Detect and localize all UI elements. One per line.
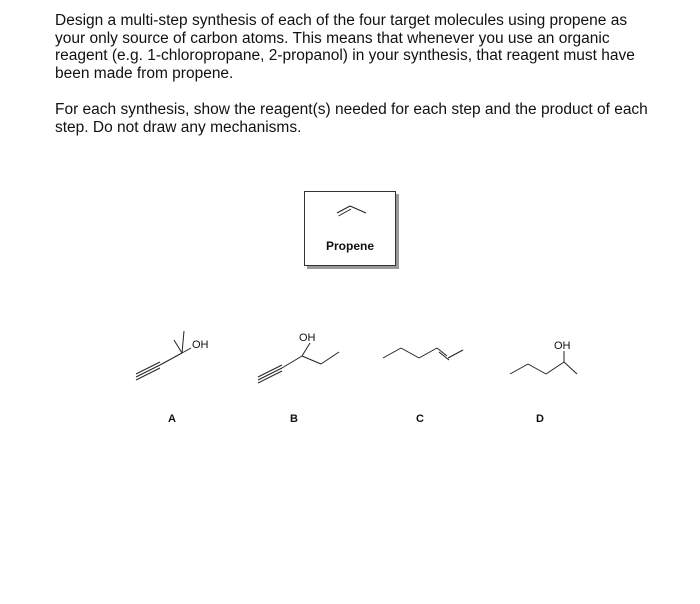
molecule-a-letter: A xyxy=(168,413,176,425)
molecule-b-oh-label: OH xyxy=(299,332,316,344)
molecule-a xyxy=(136,331,209,425)
propene-label: Propene xyxy=(325,239,374,253)
molecule-d xyxy=(510,340,577,425)
molecule-b-letter: B xyxy=(290,413,298,425)
molecule-c xyxy=(383,348,463,425)
molecule-d-oh-label: OH xyxy=(554,340,571,352)
instructions-paragraph-1: Design a multi-step synthesis of each of the four target molecules using propene as your only source of carbon atoms. This means that whenever you use an organic reagent (e.g. 1-chloropropane, 2-propanol) in your synthesis, that reagent must have been made from propene. xyxy=(55,12,635,82)
molecule-a-oh-label: OH xyxy=(192,339,209,351)
molecule-b xyxy=(258,332,339,425)
molecule-c-letter: C xyxy=(416,413,424,425)
instructions-paragraph-2: For each synthesis, show the reagent(s) needed for each step and the product of each step. Do not draw any mechanisms. xyxy=(55,101,648,136)
molecule-d-letter: D xyxy=(536,413,544,425)
